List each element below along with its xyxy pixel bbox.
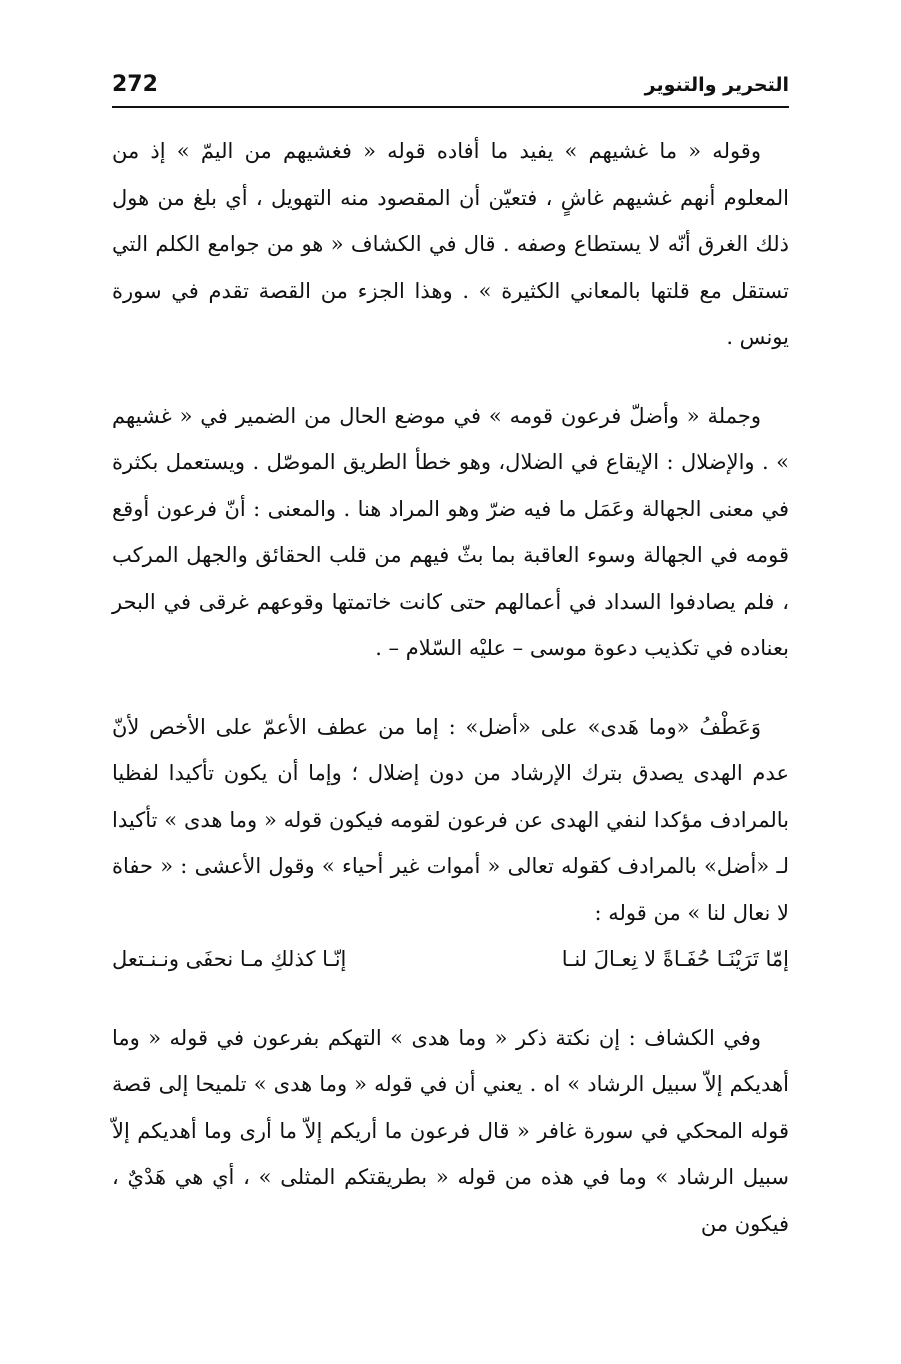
paragraph-gap bbox=[112, 361, 789, 393]
page-body bbox=[112, 128, 789, 1247]
paragraph: وَعَطْفُ «وما هَدى» على «أضل» : إما من عطف الأعمّ على الأخص لأنّ عدم الهدى يصدق بترك الإرشاد من دون إضلال ؛ وإما أن يكون تأكيدا لفظيا بالمرادف مؤكدا لنفي الهدى عن فرعون لقومه فيكون قوله « وما هدى » تأكيدا لـ «أضل» بالمرادف كقوله تعالى « أموات غير أحياء » وقول الأعشى : « حفاة لا نعال لنا » من قوله : bbox=[112, 714, 789, 925]
page-header bbox=[112, 70, 789, 108]
paragraph-gap bbox=[112, 983, 789, 1015]
paragraph-gap bbox=[112, 672, 789, 704]
paragraph: وجملة « وأضلّ فرعون قومه » في موضع الحال من الضمير في « غشيهم » . والإضلال : الإيقاع في الضلال، وهو خطأ الطريق الموصّل . ويستعمل بكثرة في معنى الجهالة وعَمَل ما فيه ضرّ وهو المراد هنا . والمعنى : أنّ فرعون أوقع قومه في الجهالة وسوء العاقبة بما بثّ فيهم من قلب الحقائق والجهل المركب ، فلم يصادفوا السداد في أعمالهم حتى كانت خاتمتها وقوعهم غرقى في البحر بعناده في تكذيب دعوة موسى – عليْه السّلام – . bbox=[112, 403, 789, 660]
verse-hemistich-second: إنّـا كذلكِ مـا نحفَى ونـنـتعل bbox=[112, 947, 347, 971]
paragraph: وقوله « ما غشيهم » يفيد ما أفاده قوله « فغشيهم من اليمّ » إذ من المعلوم أنهم غشيهم غاشٍ ، فتعيّن أن المقصود منه التهويل ، أي بلغ من هول ذلك الغرق أنّه لا يستطاع وصفه . قال في الكشاف « هو من جوامع الكلم التي تستقل مع قلتها بالمعاني الكثيرة » . وهذا الجزء من القصة تقدم في سورة يونس . bbox=[112, 139, 789, 349]
running-title: التحرير والتنوير bbox=[644, 74, 789, 96]
page-number: 272 bbox=[112, 72, 158, 97]
verse-hemistich-first: إمّا تَرَيْنَـا حُفَـاةً لا نِعـالَ لنـا bbox=[561, 947, 789, 971]
poetry-verse bbox=[112, 936, 789, 983]
paragraph: وفي الكشاف : إن نكتة ذكر « وما هدى » التهكم بفرعون في قوله « وما أهديكم إلاّ سبيل الرشاد » اه . يعني أن في قوله « وما هدى » تلميحا إلى قصة قوله المحكي في سورة غافر « قال فرعون ما أريكم إلاّ ما أرى وما أهديكم إلاّ سبيل الرشاد » وما في هذه من قوله « بطريقتكم المثلى » ، أي هي هَدْيٌ ، فيكون من bbox=[112, 1025, 789, 1236]
